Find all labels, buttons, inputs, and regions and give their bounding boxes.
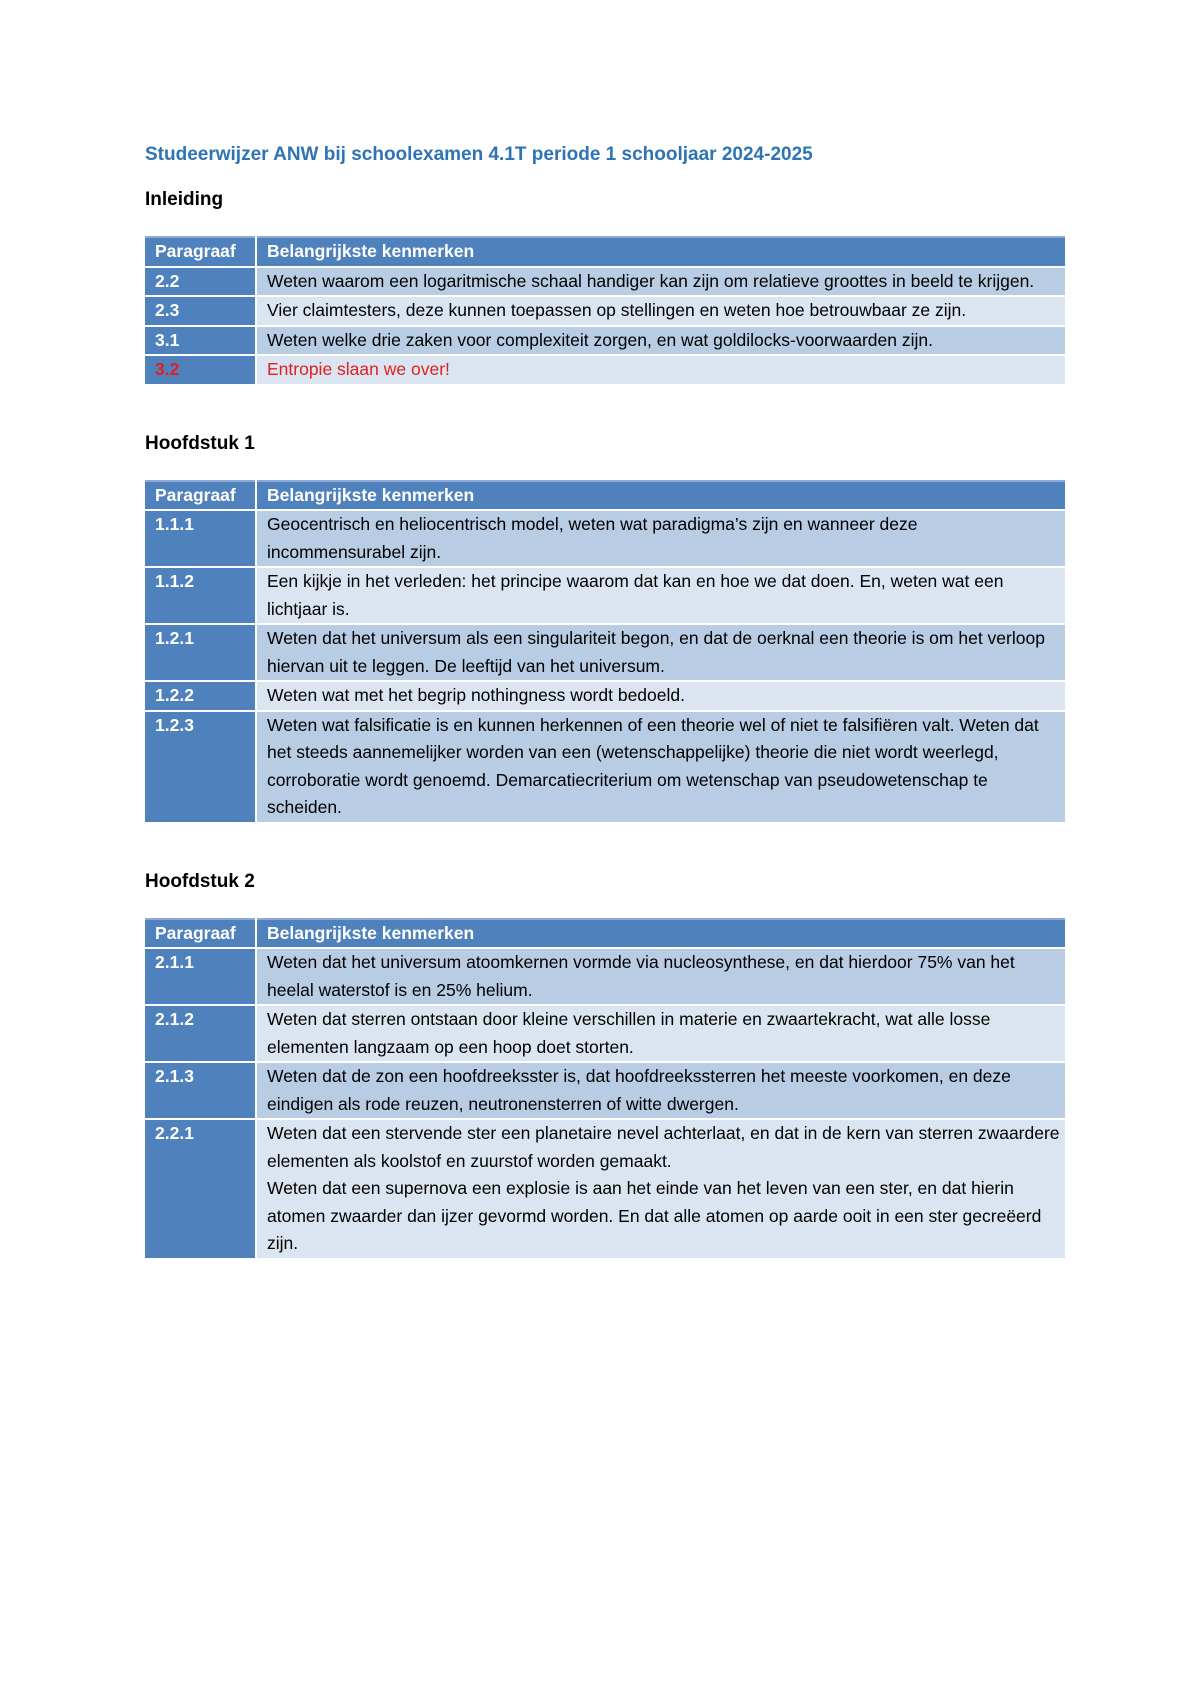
section-hoofdstuk-1: [145, 432, 1065, 824]
paragraph-number: 2.2.1: [145, 1119, 256, 1259]
paragraph-number: 2.1.1: [145, 948, 256, 1005]
paragraph-number: 1.2.2: [145, 681, 256, 711]
table-row: [145, 326, 1065, 356]
table-header-row: [145, 237, 1065, 267]
document-page: [145, 143, 1065, 1260]
feature-description: Geocentrisch en heliocentrisch model, weten wat paradigma’s zijn en wanneer deze incommensurabel zijn.: [256, 510, 1065, 567]
feature-description-line: Weten dat een stervende ster een planetaire nevel achterlaat, en dat in de kern van sterren zwaardere elementen als koolstof en zuurstof worden gemaakt.: [267, 1123, 1060, 1171]
paragraph-number: 1.2.3: [145, 711, 256, 823]
column-header-paragraph: Paragraaf: [145, 237, 256, 267]
column-header-paragraph: Paragraaf: [145, 919, 256, 949]
paragraph-number: 2.1.3: [145, 1062, 256, 1119]
section-inleiding: [145, 188, 1065, 386]
table-row: [145, 1062, 1065, 1119]
paragraph-number: 3.2: [145, 355, 256, 385]
table-row: [145, 681, 1065, 711]
study-table: [145, 236, 1065, 386]
feature-description: Een kijkje in het verleden: het principe waarom dat kan en hoe we dat doen. En, weten wat een lichtjaar is.: [256, 567, 1065, 624]
table-row: [145, 1005, 1065, 1062]
section-heading: Inleiding: [145, 189, 224, 210]
paragraph-number: 2.3: [145, 296, 256, 326]
table-row: [145, 267, 1065, 297]
feature-description: Weten waarom een logaritmische schaal handiger kan zijn om relatieve groottes in beeld te krijgen.: [256, 267, 1065, 297]
feature-description: Weten wat falsificatie is en kunnen herkennen of een theorie wel of niet te falsifiëren valt. Weten dat het steeds aannemelijker worden van een (wetenschappelijke) theorie die niet wordt weerlegd, corroboratie wordt genoemd. Demarcatiecriterium om wetenschap van pseudowetenschap te scheiden.: [256, 711, 1065, 823]
column-header-features: Belangrijkste kenmerken: [256, 481, 1065, 511]
study-table: [145, 918, 1065, 1260]
table-row: [145, 567, 1065, 624]
section-heading: Hoofdstuk 1: [145, 432, 255, 454]
table-header-row: [145, 481, 1065, 511]
feature-description: [256, 1119, 1065, 1259]
table-row: [145, 296, 1065, 326]
paragraph-number: 3.1: [145, 326, 256, 356]
table-header-row: [145, 919, 1065, 949]
feature-description: Weten dat het universum atoomkernen vormde via nucleosynthese, en dat hierdoor 75% van het heelal waterstof is en 25% helium.: [256, 948, 1065, 1005]
paragraph-number: 2.2: [145, 267, 256, 297]
section-hoofdstuk-2: [145, 870, 1065, 1260]
feature-description: Vier claimtesters, deze kunnen toepassen op stellingen en weten hoe betrouwbaar ze zijn.: [256, 296, 1065, 326]
column-header-features: Belangrijkste kenmerken: [256, 919, 1065, 949]
feature-description: Entropie slaan we over!: [256, 355, 1065, 385]
paragraph-number: 2.1.2: [145, 1005, 256, 1062]
table-row-highlighted: [145, 355, 1065, 385]
feature-description: Weten dat het universum als een singulariteit begon, en dat de oerknal een theorie is om het verloop hiervan uit te leggen. De leeftijd van het universum.: [256, 624, 1065, 681]
paragraph-number: 1.1.2: [145, 567, 256, 624]
column-header-paragraph: Paragraaf: [145, 481, 256, 511]
table-row: [145, 1119, 1065, 1259]
study-table: [145, 480, 1065, 824]
document-title: Studeerwijzer ANW bij schoolexamen 4.1T periode 1 schooljaar 2024-2025: [145, 144, 813, 165]
feature-description: Weten dat de zon een hoofdreeksster is, dat hoofdreekssterren het meeste voorkomen, en deze eindigen als rode reuzen, neutronensterren of witte dwergen.: [256, 1062, 1065, 1119]
feature-description-line: Weten dat een supernova een explosie is aan het einde van het leven van een ster, en dat hierin atomen zwaarder dan ijzer gevormd worden. En dat alle atomen op aarde ooit in een ster gecreëerd zijn.: [267, 1178, 1042, 1253]
feature-description: Weten dat sterren ontstaan door kleine verschillen in materie en zwaartekracht, wat alle losse elementen langzaam op een hoop doet storten.: [256, 1005, 1065, 1062]
section-heading: Hoofdstuk 2: [145, 870, 255, 892]
paragraph-number: 1.2.1: [145, 624, 256, 681]
feature-description: Weten wat met het begrip nothingness wordt bedoeld.: [256, 681, 1065, 711]
feature-description: Weten welke drie zaken voor complexiteit zorgen, en wat goldilocks-voorwaarden zijn.: [256, 326, 1065, 356]
column-header-features: Belangrijkste kenmerken: [256, 237, 1065, 267]
table-row: [145, 948, 1065, 1005]
paragraph-number: 1.1.1: [145, 510, 256, 567]
table-row: [145, 510, 1065, 567]
table-row: [145, 624, 1065, 681]
table-row: [145, 711, 1065, 823]
